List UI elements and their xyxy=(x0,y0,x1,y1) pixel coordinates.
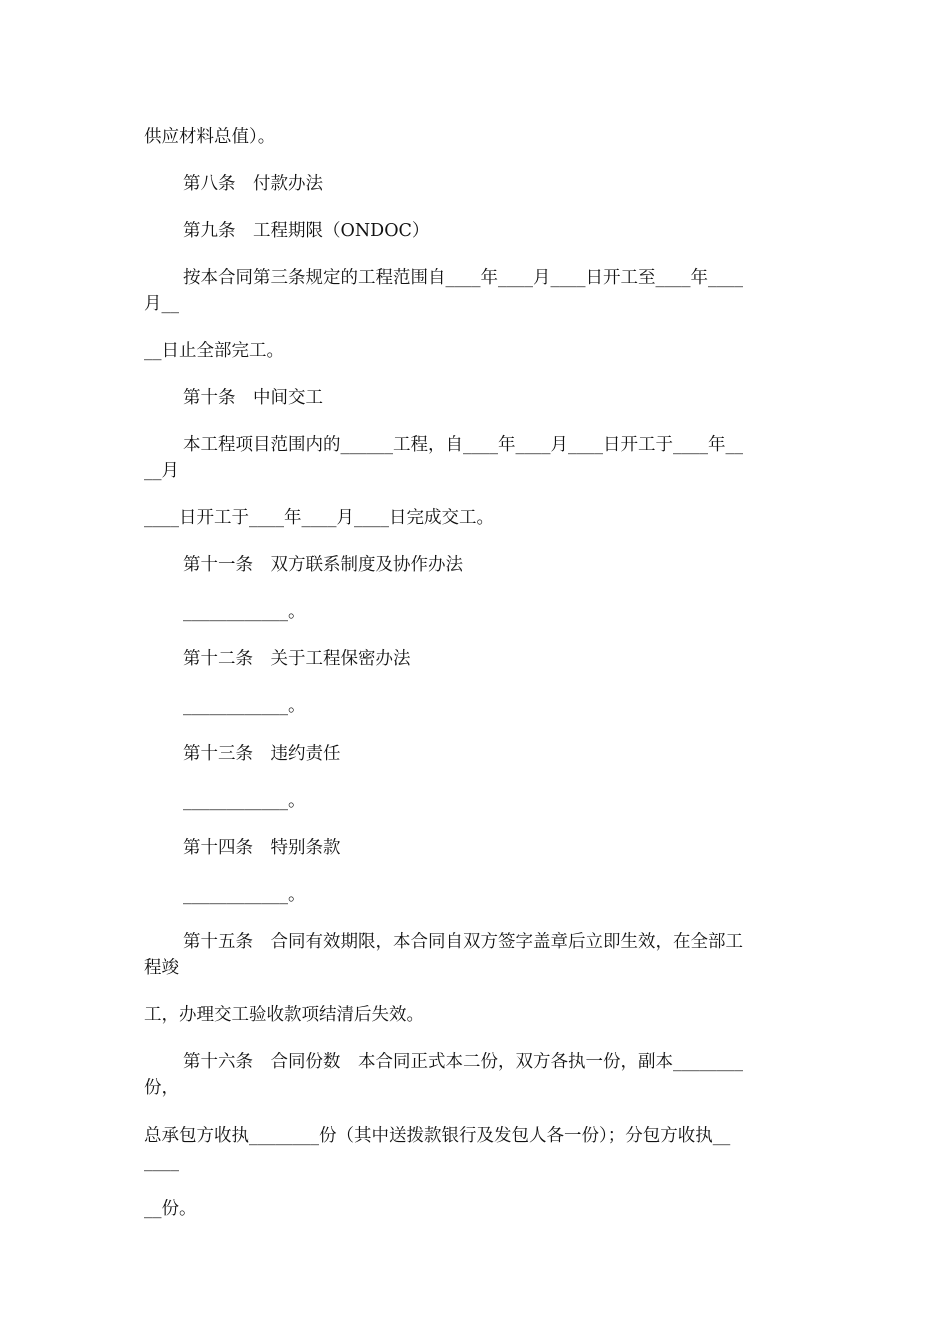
paragraph-line: 工，办理交工验收款项结清后失效。 xyxy=(144,1005,424,1025)
blank-field-line: ____________。 xyxy=(183,885,306,905)
blank-field-line: ____________。 xyxy=(183,696,306,716)
paragraph-line: __份。 xyxy=(144,1199,197,1219)
blank-field-line: ____________。 xyxy=(183,602,306,622)
paragraph-line: ____日开工于____年____月____日完成交工。 xyxy=(144,508,494,528)
paragraph-line: 本工程项目范围内的______工程，自____年____月____日开工于____年__ xyxy=(183,435,743,455)
article-11-heading: 第十一条 双方联系制度及协作办法 xyxy=(183,555,463,575)
article-10-heading: 第十条 中间交工 xyxy=(183,388,323,408)
paragraph-line: __日止全部完工。 xyxy=(144,341,284,361)
article-8-heading: 第八条 付款办法 xyxy=(183,174,323,194)
paragraph-line: ____ xyxy=(144,1152,179,1172)
article-12-heading: 第十二条 关于工程保密办法 xyxy=(183,649,411,669)
paragraph-line: 总承包方收执________份（其中送拨款银行及发包人各一份）；分包方收执__ xyxy=(144,1126,731,1146)
article-16-heading: 第十六条 合同份数 本合同正式本二份，双方各执一份，副本________ xyxy=(183,1052,743,1072)
article-15-heading: 第十五条 合同有效期限，本合同自双方签字盖章后立即生效，在全部工 xyxy=(183,932,743,952)
article-14-heading: 第十四条 特别条款 xyxy=(183,838,341,858)
paragraph-line: 份， xyxy=(144,1078,179,1098)
paragraph-line: __月 xyxy=(144,461,179,481)
article-9-heading: 第九条 工程期限（ONDOC） xyxy=(183,221,430,241)
paragraph-line: 月__ xyxy=(144,294,179,314)
paragraph-line: 按本合同第三条规定的工程范围自____年____月____日开工至____年____ xyxy=(183,268,743,288)
paragraph-line: 程竣 xyxy=(144,958,179,978)
paragraph-line: 供应材料总值）。 xyxy=(144,127,276,147)
blank-field-line: ____________。 xyxy=(183,791,306,811)
article-13-heading: 第十三条 违约责任 xyxy=(183,744,341,764)
